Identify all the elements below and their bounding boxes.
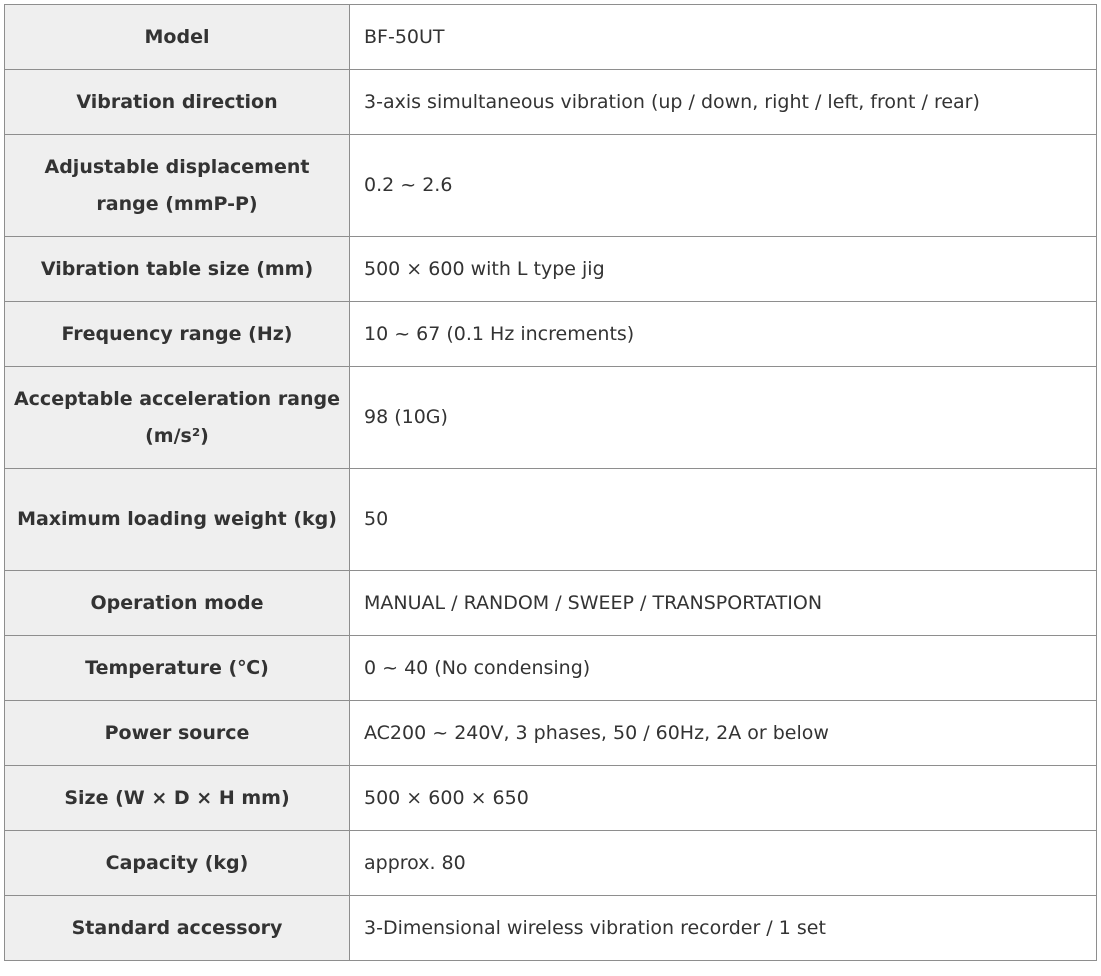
- spec-value: 0 ~ 40 (No condensing): [350, 636, 1097, 701]
- spec-label: Model: [5, 5, 350, 70]
- spec-value: approx. 80: [350, 831, 1097, 896]
- spec-row-temperature: [5, 636, 1097, 701]
- spec-row-power-source: [5, 701, 1097, 766]
- spec-row-vibration-direction: [5, 70, 1097, 135]
- spec-table: [4, 4, 1097, 961]
- spec-value: 500 × 600 × 650: [350, 766, 1097, 831]
- spec-row-operation-mode: [5, 571, 1097, 636]
- spec-value: AC200 ~ 240V, 3 phases, 50 / 60Hz, 2A or below: [350, 701, 1097, 766]
- spec-row-acceleration-range: [5, 367, 1097, 469]
- spec-row-size: [5, 766, 1097, 831]
- spec-label: Size (W × D × H mm): [5, 766, 350, 831]
- spec-value: 3-axis simultaneous vibration (up / down, right / left, front / rear): [350, 70, 1097, 135]
- spec-label: Operation mode: [5, 571, 350, 636]
- spec-row-model: [5, 5, 1097, 70]
- spec-value: 500 × 600 with L type jig: [350, 237, 1097, 302]
- spec-row-loading-weight: [5, 469, 1097, 571]
- spec-label: Power source: [5, 701, 350, 766]
- spec-label: Temperature (℃): [5, 636, 350, 701]
- spec-value: MANUAL / RANDOM / SWEEP / TRANSPORTATION: [350, 571, 1097, 636]
- spec-value: 3-Dimensional wireless vibration recorder / 1 set: [350, 896, 1097, 961]
- spec-row-frequency-range: [5, 302, 1097, 367]
- spec-row-capacity: [5, 831, 1097, 896]
- spec-label: Adjustable displacement range (mmP-P): [5, 135, 350, 237]
- spec-value: 0.2 ~ 2.6: [350, 135, 1097, 237]
- spec-row-standard-accessory: [5, 896, 1097, 961]
- spec-label: Standard accessory: [5, 896, 350, 961]
- spec-label: Maximum loading weight (kg): [5, 469, 350, 571]
- spec-value: BF-50UT: [350, 5, 1097, 70]
- spec-value: 10 ~ 67 (0.1 Hz increments): [350, 302, 1097, 367]
- spec-value: 50: [350, 469, 1097, 571]
- spec-label: Acceptable acceleration range (m/s²): [5, 367, 350, 469]
- spec-row-displacement-range: [5, 135, 1097, 237]
- spec-label: Vibration direction: [5, 70, 350, 135]
- spec-value: 98 (10G): [350, 367, 1097, 469]
- spec-label: Capacity (kg): [5, 831, 350, 896]
- spec-label: Frequency range (Hz): [5, 302, 350, 367]
- spec-row-table-size: [5, 237, 1097, 302]
- spec-label: Vibration table size (mm): [5, 237, 350, 302]
